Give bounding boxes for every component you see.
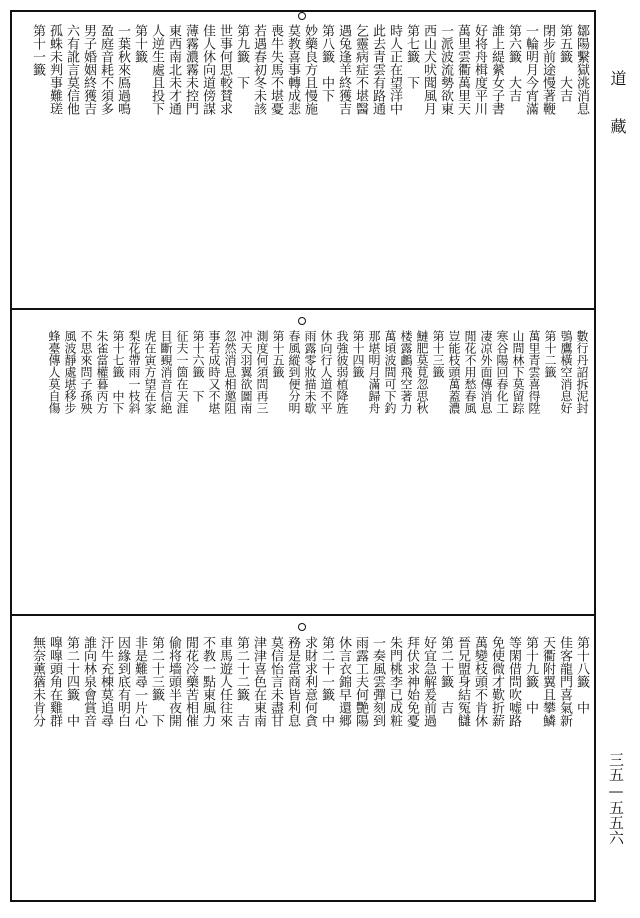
- panel-divider-2: [10, 614, 596, 616]
- text-column: 第十七籤 中下: [111, 330, 125, 414]
- text-column: 閒花不用愁春風: [463, 330, 477, 414]
- text-column: 第七籤 下: [404, 24, 419, 89]
- text-column: 第二十一籤 中: [319, 636, 334, 727]
- text-column: 時人正在望洋中: [387, 24, 402, 115]
- text-column: 數行丹詔拆泥封: [575, 330, 589, 414]
- text-column: 薄霧濃霧未控門: [183, 24, 198, 115]
- text-column: 春風縱到便分明: [287, 330, 301, 414]
- text-column: 事若成時又不堪: [207, 330, 221, 414]
- margin-title: 道 藏: [608, 70, 627, 134]
- text-column: 蜂臺傳人莫自傷: [47, 330, 61, 414]
- text-column: 閒花冷藥苦相催: [183, 636, 198, 727]
- panel-top: [12, 24, 594, 306]
- text-column: 不思來問子孫殃: [79, 330, 93, 414]
- text-column: 孤蛛未判事難瑳: [47, 24, 62, 115]
- text-column: 第十六籤 下: [191, 330, 205, 402]
- text-column: 萬里青雲喜得陞: [527, 330, 541, 414]
- text-column: 喪牛失馬不堪憂: [268, 24, 283, 115]
- text-column: 一輪明月今宵滿: [523, 24, 538, 115]
- text-column: 西山犬吠聞風月: [421, 24, 436, 115]
- text-column: 一葉秋來鳫過鳴: [115, 24, 130, 115]
- text-column: 第八籤 中下: [319, 24, 334, 102]
- text-column: 人逆生處且投下: [149, 24, 164, 115]
- text-column: 一奏風雲彈刻到: [370, 636, 385, 727]
- text-column: 乞靈病症不堪醫: [353, 24, 368, 115]
- text-column: 楼露鸕飛空著力: [399, 330, 413, 414]
- text-column: 第十八籤 中: [574, 636, 589, 714]
- text-column: 等閑借問吹嘘路: [506, 636, 521, 727]
- text-column: 風波靜處堪移步: [63, 330, 77, 414]
- text-column: 休向行人道不平: [319, 330, 333, 414]
- text-column: 世事何思較賛求: [217, 24, 232, 115]
- text-column: 若遇春初冬未該: [251, 24, 266, 115]
- text-column: 東西南北未才通: [166, 24, 181, 115]
- text-column: 山間林下莫留踪: [511, 330, 525, 414]
- text-column: 萬變枝頭不肯休: [472, 636, 487, 727]
- text-column: 豈能枝頭萬蓋濃: [447, 330, 461, 414]
- text-column: 此去青雲有路通: [370, 24, 385, 115]
- panel-middle: [12, 330, 594, 610]
- text-column: 佳人休向道傍謀: [200, 24, 215, 115]
- text-column: 第二十三籤 下: [149, 636, 164, 727]
- binding-circle-icon: [298, 623, 306, 631]
- text-column: 車馬遊人任往來: [217, 636, 232, 727]
- text-column: 無奈薰蕕未肯分: [30, 636, 45, 727]
- text-column: 第六籤 大吉: [506, 24, 521, 102]
- text-column: 測度何須問再三: [255, 330, 269, 414]
- text-column: 鴞鷹橫空消息好: [559, 330, 573, 414]
- panel-top-columns: [30, 24, 588, 306]
- text-column: 偷将墻頭半夜開: [166, 636, 181, 727]
- text-column: 我強彼弱植降旌: [335, 330, 349, 414]
- text-column: 莫信怡言未盡甘: [268, 636, 283, 727]
- text-column: 第十二籤: [543, 330, 557, 378]
- text-column: 晉兄盟身結冤讎: [455, 636, 470, 727]
- text-column: 萬里雲衢萬里天: [455, 24, 470, 115]
- text-column: 鄒陽繫獄洮消息: [574, 24, 589, 115]
- text-column: 因緣到底有明白: [115, 636, 130, 727]
- text-column: 閉步前途慢著鞭: [540, 24, 555, 115]
- text-column: 盈庭音耗不須多: [98, 24, 113, 115]
- text-column: 凄凉外面傳消息: [479, 330, 493, 414]
- text-column: 雨露零妝描未歇: [303, 330, 317, 414]
- text-column: 妙藥良方且慢施: [302, 24, 317, 115]
- text-column: 冲天羽翼欲圖南: [239, 330, 253, 414]
- margin-page-number: 三五—五五六: [607, 752, 625, 845]
- text-column: 那堪明月滿歸舟: [367, 330, 381, 414]
- text-column: 寒谷陽回春化工: [495, 330, 509, 414]
- text-column: 好将舟楫度平川: [472, 24, 487, 115]
- text-column: 朱門桃李已成粧: [387, 636, 402, 727]
- text-column: 征夫一箇在天涯: [175, 330, 189, 414]
- text-column: 雨露工夫何艷陽: [353, 636, 368, 727]
- text-column: 非是難尋一片心: [132, 636, 147, 727]
- text-column: 不教一點東風力: [200, 636, 215, 727]
- text-column: 嘷嘷頭角在雞群: [47, 636, 62, 727]
- panel-bottom: [12, 636, 594, 900]
- text-column: 第二十四籤 中: [64, 636, 79, 727]
- text-column: 梨花帶雨一枝斜: [127, 330, 141, 414]
- text-column: 鰱肥莫莧忽思秋: [415, 330, 429, 414]
- text-column: 汗牛充棟莫追尋: [98, 636, 113, 727]
- text-column: 男子婚姻終獲吉: [81, 24, 96, 115]
- text-column: 第二十二籤 吉: [234, 636, 249, 727]
- text-column: 第九籤 下: [234, 24, 249, 89]
- text-column: 莫教喜事轉成悲: [285, 24, 300, 115]
- text-column: 第十籤: [132, 24, 147, 63]
- panel-bottom-columns: [30, 636, 588, 900]
- text-column: 佳客龍門喜氣新: [557, 636, 572, 727]
- text-column: 朱雀當權暮丙方: [95, 330, 109, 414]
- text-column: 第十五籤: [271, 330, 285, 378]
- text-column: 求財求利意何貪: [302, 636, 317, 727]
- text-column: 虎在寅方望在家: [143, 330, 157, 414]
- text-column: 第十九籤 中: [523, 636, 538, 714]
- text-column: 拜伏求神始免憂: [404, 636, 419, 727]
- text-column: 第十三籤: [431, 330, 445, 378]
- text-column: 第十一籤: [30, 24, 45, 76]
- binding-circle-icon: [298, 12, 306, 20]
- text-column: 第二十籤 吉: [438, 636, 453, 714]
- text-column: 免使微才歎折薪: [489, 636, 504, 727]
- binding-circle-icon: [298, 317, 306, 325]
- text-column: 休言衣錦早還郷: [336, 636, 351, 727]
- text-column: 第五籤 大吉: [557, 24, 572, 102]
- text-column: 目斷覡消音信絶: [159, 330, 173, 414]
- text-column: 六有訛言莫信他: [64, 24, 79, 115]
- text-column: 第十四籤: [351, 330, 365, 378]
- text-column: 萬頃波間可下釣: [383, 330, 397, 414]
- text-column: 遇兔逢羊終獲吉: [336, 24, 351, 115]
- panel-middle-columns: [47, 330, 588, 610]
- text-column: 務是當商皆利息: [285, 636, 300, 727]
- text-column: 天衢附翼且攀鱗: [540, 636, 555, 727]
- text-column: 誰上緹縈女子書: [489, 24, 504, 115]
- text-column: 忽然消息相邀阻: [223, 330, 237, 414]
- text-column: 誰向林泉會賞音: [81, 636, 96, 727]
- text-column: 一派波流勢欲東: [438, 24, 453, 115]
- panel-divider-1: [10, 308, 596, 310]
- text-column: 好宜急解爰前過: [421, 636, 436, 727]
- text-column: 津津喜色在東南: [251, 636, 266, 727]
